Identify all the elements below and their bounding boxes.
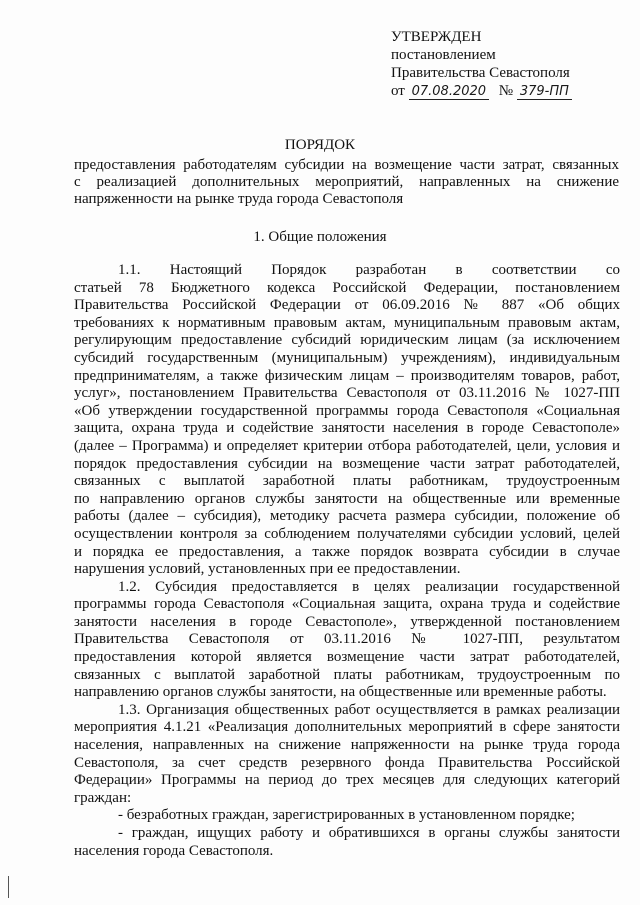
body-line: осуществлении контроля за соблюдением получателями субсидии условий, целей — [74, 525, 620, 542]
body-line: и порядка ее предоставления, а также порядок возврата субсидии в случае — [74, 543, 620, 560]
subtitle-line: предоставления работодателям субсидии на возмещение части затрат, связанных — [74, 157, 619, 173]
body-line: программы города Севастополя «Социальная защита, охрана труда и содействие — [74, 596, 620, 613]
subtitle-line: напряженности на рынке труда города Севастополя — [74, 191, 404, 207]
body-line: граждан: — [74, 789, 132, 806]
document-subtitle — [74, 157, 619, 208]
from-label: от — [391, 83, 405, 99]
body-line: работы (далее – субсидия), методику расчета размера субсидии, положение об — [74, 508, 620, 525]
body-line: - граждан, ищущих работу и обратившихся в органы службы занятости — [118, 825, 620, 841]
body-line: предоставления которой является возмещение части затрат работодателей, — [74, 649, 620, 666]
body-line: 1.2. Субсидия предоставляется в целях реализации государственной — [118, 578, 620, 595]
body-line: Правительства Российской Федерации от 06.09.2016 № 887 «Об общих — [74, 297, 620, 314]
body-line: населения города Севастополя. — [74, 842, 274, 859]
body-line: «Об утверждении государственной программы города Севастополя «Социальная — [74, 402, 620, 419]
body-line: нарушения условий, установленных при ее предоставлении. — [74, 561, 461, 578]
body-line: статьей 78 Бюджетного кодекса Российской Федерации, постановлением — [74, 279, 620, 296]
body-line: предпринимателям, а также физическим лицам – производителям товаров, работ, — [74, 367, 620, 384]
approval-stamp — [391, 28, 621, 101]
approval-date-number — [391, 82, 621, 101]
subtitle-line: с реализацией дополнительных мероприятий, направленных на снижение — [74, 174, 619, 190]
body-line: регулирующим предоставление субсидий юридическим лицам (за исключением — [74, 332, 620, 349]
body-line: населения, направленных на снижение напряженности на рынке труда города — [74, 737, 620, 754]
scan-margin-mark — [8, 876, 9, 898]
body-line: Федерации» Программы на период до трех месяцев для следующих категорий — [74, 772, 620, 789]
body-line: занятости населения в городе Севастополе», утвержденной постановлением — [74, 613, 620, 630]
body-line: мероприятия 4.1.21 «Реализация дополнительных мероприятий в сфере занятости — [74, 719, 620, 736]
document-title: ПОРЯДОК — [284, 137, 356, 153]
body-line: требованиях к нормативным правовым актам, муниципальным правовым актам, — [74, 314, 620, 331]
body-line: Севастополя, за счет средств резервного фонда Правительства Российской — [74, 754, 620, 771]
body-line: защита, охрана труда и содействие занятости населения в городе Севастополе» — [74, 420, 620, 437]
body-line: по направлению органов службы занятости на общественные или временные — [74, 490, 620, 507]
body-line: направлению органов службы занятости, на общественные или временные работы. — [74, 684, 607, 701]
body-line: субсидий государственным (муниципальным) учреждениям), индивидуальным — [74, 349, 620, 366]
number-label: № — [498, 83, 514, 99]
section-heading: 1. Общие положения — [253, 229, 387, 245]
body-line: услуг», постановлением Правительства Севастополя от 03.11.2016 № 1027-ПП — [74, 385, 620, 402]
approval-date: 07.08.2020 — [409, 84, 489, 100]
body-line: - безработных граждан, зарегистрированных в установленном порядке; — [118, 807, 575, 824]
body-line: связанных с выплатой заработной платы работникам, трудоустроенным по — [74, 666, 620, 683]
body-line: связанных с выплатой заработной платы работникам, трудоустроенным — [74, 473, 620, 490]
document-body — [74, 262, 620, 860]
body-line: Правительства Севастополя от 03.11.2016 № 1027-ПП, результатом — [74, 631, 620, 648]
approval-title: УТВЕРЖДЕН — [391, 29, 482, 45]
body-line: (далее – Программа) и определяет критерии отбора работодателей, цели, условия и — [74, 437, 620, 454]
approval-resolution: постановлением — [391, 47, 496, 63]
approval-authority: Правительства Севастополя — [391, 65, 570, 81]
body-line: 1.3. Организация общественных работ осуществляется в рамках реализации — [118, 701, 620, 718]
approval-number: 379-ПП — [517, 84, 572, 100]
body-line: порядок предоставления субсидии на возмещение части затрат работодателей, — [74, 455, 620, 472]
body-line: 1.1. Настоящий Порядок разработан в соответствии со — [118, 262, 620, 278]
